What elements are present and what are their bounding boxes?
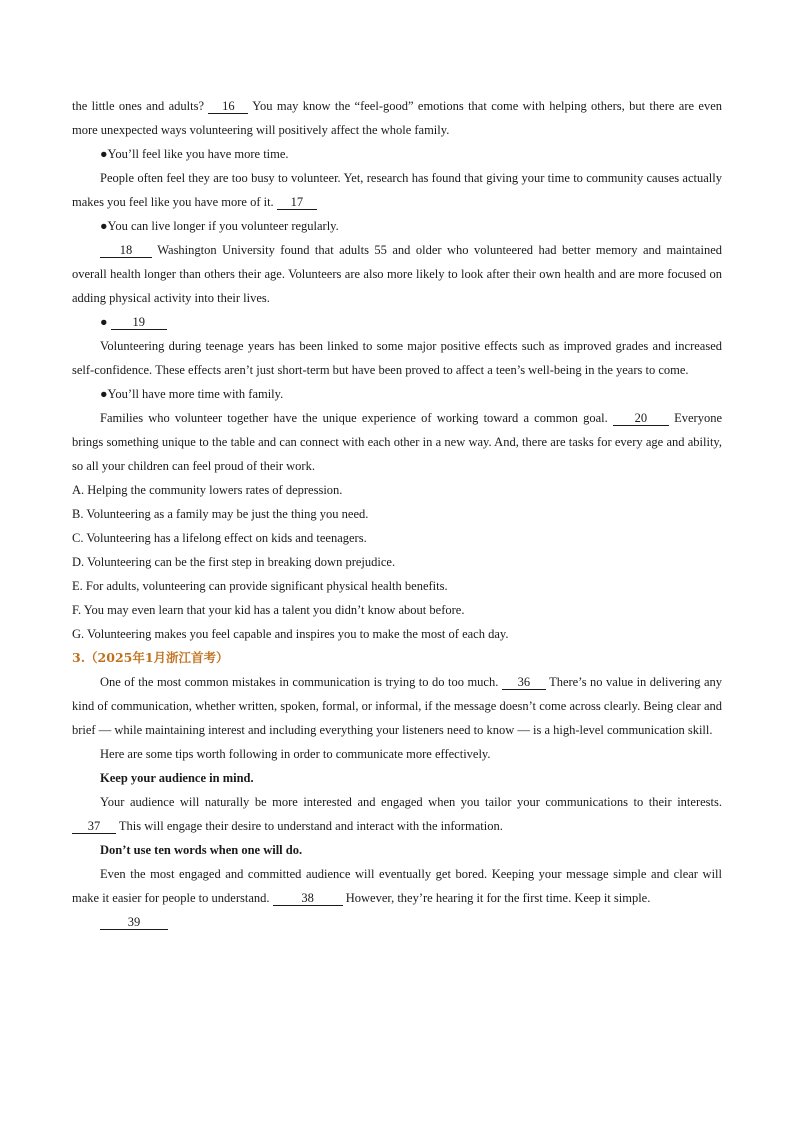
option-a: A. Helping the community lowers rates of depression.	[72, 483, 343, 497]
paragraph-tips: Here are some tips worth following in order to communicate more effectively.	[100, 747, 491, 761]
paragraph-38: Even the most engaged and committed audience will eventually get bored. Keeping your message simple and clear will make it easier for people to understand. 38 However, they’re hearing it for the first time. Keep it simple.	[72, 867, 722, 905]
option-d: D. Volunteering can be the first step in breaking down prejudice.	[72, 555, 396, 569]
bullet-live-longer: ●You can live longer if you volunteer regularly.	[100, 219, 339, 233]
heading-ten-words: Don’t use ten words when one will do.	[100, 843, 303, 857]
paragraph-17: People often feel they are too busy to volunteer. Yet, research has found that giving your time to community causes actually makes you feel like you have more of it. 17	[72, 171, 722, 209]
paragraph-16: the little ones and adults? 16 You may know the “feel-good” emotions that come with helping others, but there are even more unexpected ways volunteering will positively affect the whole family.	[72, 99, 722, 137]
blank-20[interactable]: 20	[613, 411, 669, 426]
blank-18[interactable]: 18	[100, 243, 152, 258]
option-c: C. Volunteering has a lifelong effect on kids and teenagers.	[72, 531, 367, 545]
blank-38[interactable]: 38	[273, 891, 343, 906]
paragraph-39	[72, 910, 722, 934]
option-b: B. Volunteering as a family may be just the thing you need.	[72, 507, 369, 521]
blank-17[interactable]: 17	[277, 195, 317, 210]
bullet-19: ● 19	[72, 310, 722, 334]
heading-audience: Keep your audience in mind.	[100, 771, 254, 785]
bullet-family-time: ●You’ll have more time with family.	[100, 387, 284, 401]
blank-36[interactable]: 36	[502, 675, 546, 690]
paragraph-36: One of the most common mistakes in communication is trying to do too much. 36 There’s no value in delivering any kind of communication, whether written, spoken, formal, or informal, if the message doesn’t come across clearly. Being clear and brief — while maintaining interest and including everything your listeners need to know — is a high-level communication skill.	[72, 675, 722, 737]
blank-39[interactable]: 39	[100, 915, 168, 930]
paragraph-20: Families who volunteer together have the unique experience of working toward a common goal. 20 Everyone brings something unique to the table and can connect with each other in a new way. And, there are tasks for every age and ability, so all your children can feel proud of their work.	[72, 411, 722, 473]
paragraph-teenage: Volunteering during teenage years has been linked to some major positive effects such as improved grades and increased self-confidence. These effects aren’t just short-term but have been proved to affect a teen’s well-being in the years to come.	[72, 339, 722, 377]
option-f: F. You may even learn that your kid has a talent you didn’t know about before.	[72, 603, 465, 617]
passage-content	[72, 94, 722, 934]
blank-16[interactable]: 16	[208, 99, 248, 114]
paragraph-18: 18 Washington University found that adults 55 and older who volunteered had better memory and maintained overall health longer than others their age. Volunteers are also more likely to look after their own health and are more focused on adding physical activity into their lives.	[72, 243, 722, 305]
blank-19[interactable]: 19	[111, 315, 167, 330]
paragraph-37: Your audience will naturally be more interested and engaged when you tailor your communications to their interests. 37 This will engage their desire to understand and interact with the information.	[72, 790, 722, 838]
blank-37[interactable]: 37	[72, 819, 116, 834]
option-g: G. Volunteering makes you feel capable and inspires you to make the most of each day.	[72, 627, 509, 641]
section-3-heading: 3.（2025年1月浙江首考）	[72, 650, 229, 665]
bullet-more-time: ●You’ll feel like you have more time.	[100, 147, 289, 161]
option-e: E. For adults, volunteering can provide significant physical health benefits.	[72, 579, 448, 593]
